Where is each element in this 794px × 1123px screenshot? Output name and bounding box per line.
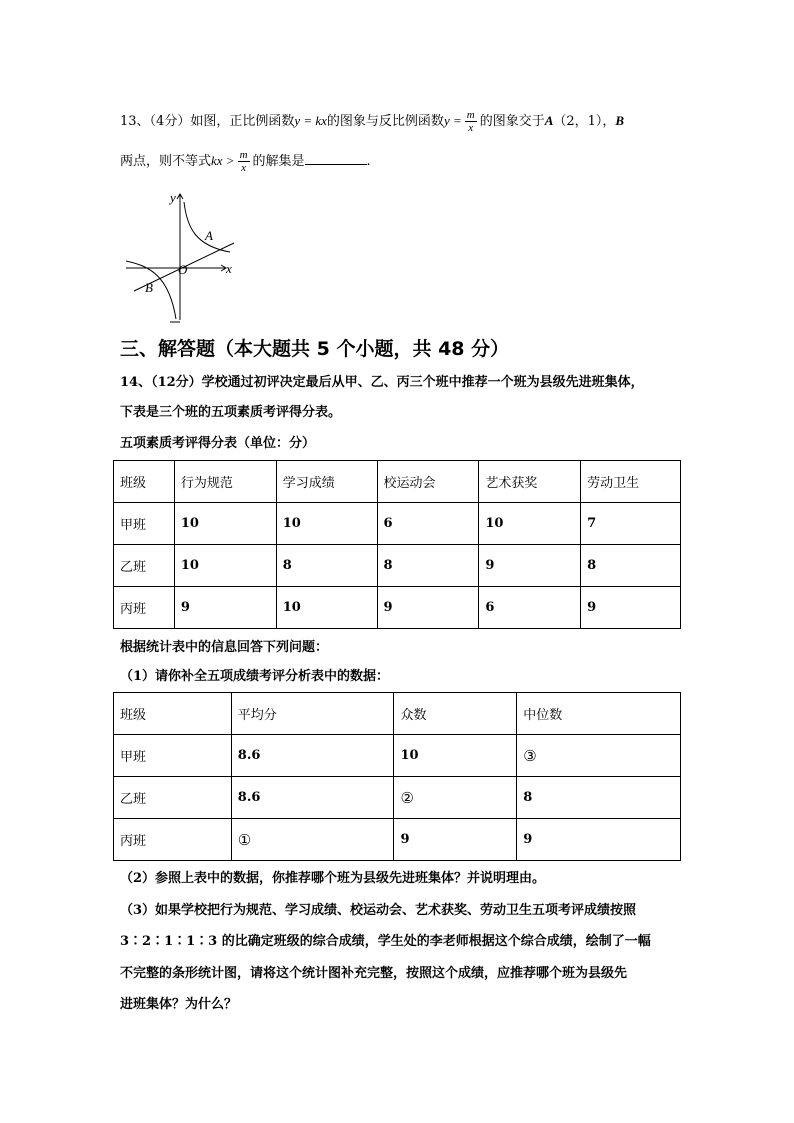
q14-intro-line2: 下表是三个班的五项素质考评得分表。 — [120, 405, 342, 420]
median-blank-3[interactable]: ③ — [517, 735, 681, 777]
class-cell: 丙班 — [114, 587, 175, 629]
score-cell: 7 — [581, 503, 681, 545]
q14-intro-line1: 14、（12分）学校通过初评决定最后从甲、乙、丙三个班中推荐一个班为县级先进班集体， — [120, 375, 644, 390]
q13-text: 两点，则不等式 — [120, 154, 212, 169]
label-y: y — [170, 190, 176, 205]
q13-text: 13、（4分）如图，正比例函数 — [120, 114, 295, 129]
class-cell: 甲班 — [114, 735, 232, 777]
label-point-b: B — [145, 280, 153, 295]
header-cell: 众数 — [394, 693, 517, 735]
q13-inequality-fraction: $\frac{m}{x}$ — [239, 149, 248, 174]
label-point-a: A — [205, 228, 213, 243]
q13-line2: 两点，则不等式kx > $\frac{m}{x}$ 的解集是 . — [120, 149, 371, 174]
table-row — [114, 777, 681, 819]
mode-cell: 10 — [394, 735, 517, 777]
q13-eq2-left: y = — [443, 113, 462, 128]
answer-blank[interactable] — [305, 152, 367, 165]
label-origin: O — [178, 262, 188, 277]
score-cell: 10 — [276, 503, 377, 545]
header-cell: 学习成绩 — [276, 461, 377, 503]
q13-inequality-left: kx > — [211, 153, 235, 168]
average-cell: 8.6 — [231, 777, 394, 819]
mode-blank-2[interactable]: ② — [394, 777, 517, 819]
median-cell: 9 — [517, 819, 681, 861]
score-cell: 8 — [377, 545, 479, 587]
score-cell: 6 — [377, 503, 479, 545]
q14-part3-line3: 不完整的条形统计图，请将这个统计图补充完整，按照这个成绩，应推荐哪个班为县级先 — [120, 966, 628, 981]
score-cell: 10 — [174, 503, 276, 545]
q13-function-graph — [120, 190, 250, 325]
q14-part2: （2）参照上表中的数据，你推荐哪个班为县级先进班集体？并说明理由。 — [120, 871, 546, 886]
header-cell: 中位数 — [517, 693, 681, 735]
header-cell: 班级 — [114, 693, 232, 735]
q14-part3-line2: 3∶2∶1∶1∶3 的比确定班级的综合成绩，学生处的李老师根据这个综合成绩，绘制了一幅 — [120, 934, 651, 949]
mode-cell: 9 — [394, 819, 517, 861]
section-heading: 三、解答题（本大题共 5 个小题，共 48 分） — [120, 338, 510, 360]
q14-part3-line4: 进班集体？为什么？ — [120, 997, 238, 1012]
q13-text: 的图象交于 — [479, 114, 545, 129]
score-cell: 8 — [581, 545, 681, 587]
header-cell: 班级 — [114, 461, 175, 503]
score-cell: 10 — [276, 587, 377, 629]
table-header-row — [114, 693, 681, 735]
score-cell: 8 — [276, 545, 377, 587]
class-cell: 乙班 — [114, 777, 232, 819]
score-cell: 10 — [174, 545, 276, 587]
average-blank-1[interactable]: ① — [231, 819, 394, 861]
score-table — [113, 460, 681, 629]
q13-line1 — [120, 109, 624, 134]
header-cell: 劳动卫生 — [581, 461, 681, 503]
q14-part1: （1）请你补全五项成绩考评分析表中的数据： — [120, 669, 390, 684]
analysis-table — [113, 692, 681, 861]
class-cell: 甲班 — [114, 503, 175, 545]
class-cell: 乙班 — [114, 545, 175, 587]
header-cell: 艺术获奖 — [479, 461, 581, 503]
q13-text: 的图象与反比例函数 — [326, 114, 444, 129]
q13-point-b: B — [615, 113, 625, 128]
table-row — [114, 587, 681, 629]
header-cell: 校运动会 — [377, 461, 479, 503]
score-cell: 10 — [479, 503, 581, 545]
table1-caption: 五项素质考评得分表（单位：分） — [120, 436, 316, 451]
q13-text: 的解集是 — [252, 154, 305, 169]
class-cell: 丙班 — [114, 819, 232, 861]
table-row — [114, 819, 681, 861]
q14-part3-line1: （3）如果学校把行为规范、学习成绩、校运动会、艺术获奖、劳动卫生五项考评成绩按照 — [120, 903, 637, 918]
q14-prompt: 根据统计表中的信息回答下列问题： — [120, 640, 329, 655]
score-cell: 9 — [581, 587, 681, 629]
score-cell: 6 — [479, 587, 581, 629]
score-cell: 9 — [377, 587, 479, 629]
table-header-row — [114, 461, 681, 503]
table-row — [114, 503, 681, 545]
hyperbola-branch-1 — [184, 202, 230, 252]
header-cell: 平均分 — [231, 693, 394, 735]
table-row — [114, 545, 681, 587]
header-cell: 行为规范 — [174, 461, 276, 503]
q13-eq2-fraction: $\frac{m}{x}$ — [466, 109, 475, 134]
median-cell: 8 — [517, 777, 681, 819]
q13-eq1: y = kx — [294, 113, 327, 128]
average-cell: 8.6 — [231, 735, 394, 777]
score-cell: 9 — [479, 545, 581, 587]
label-x: x — [226, 261, 232, 276]
q13-point-a-coord: （2，1）， — [553, 114, 616, 129]
score-cell: 9 — [174, 587, 276, 629]
q13-point-a: A — [544, 113, 554, 128]
table-row — [114, 735, 681, 777]
